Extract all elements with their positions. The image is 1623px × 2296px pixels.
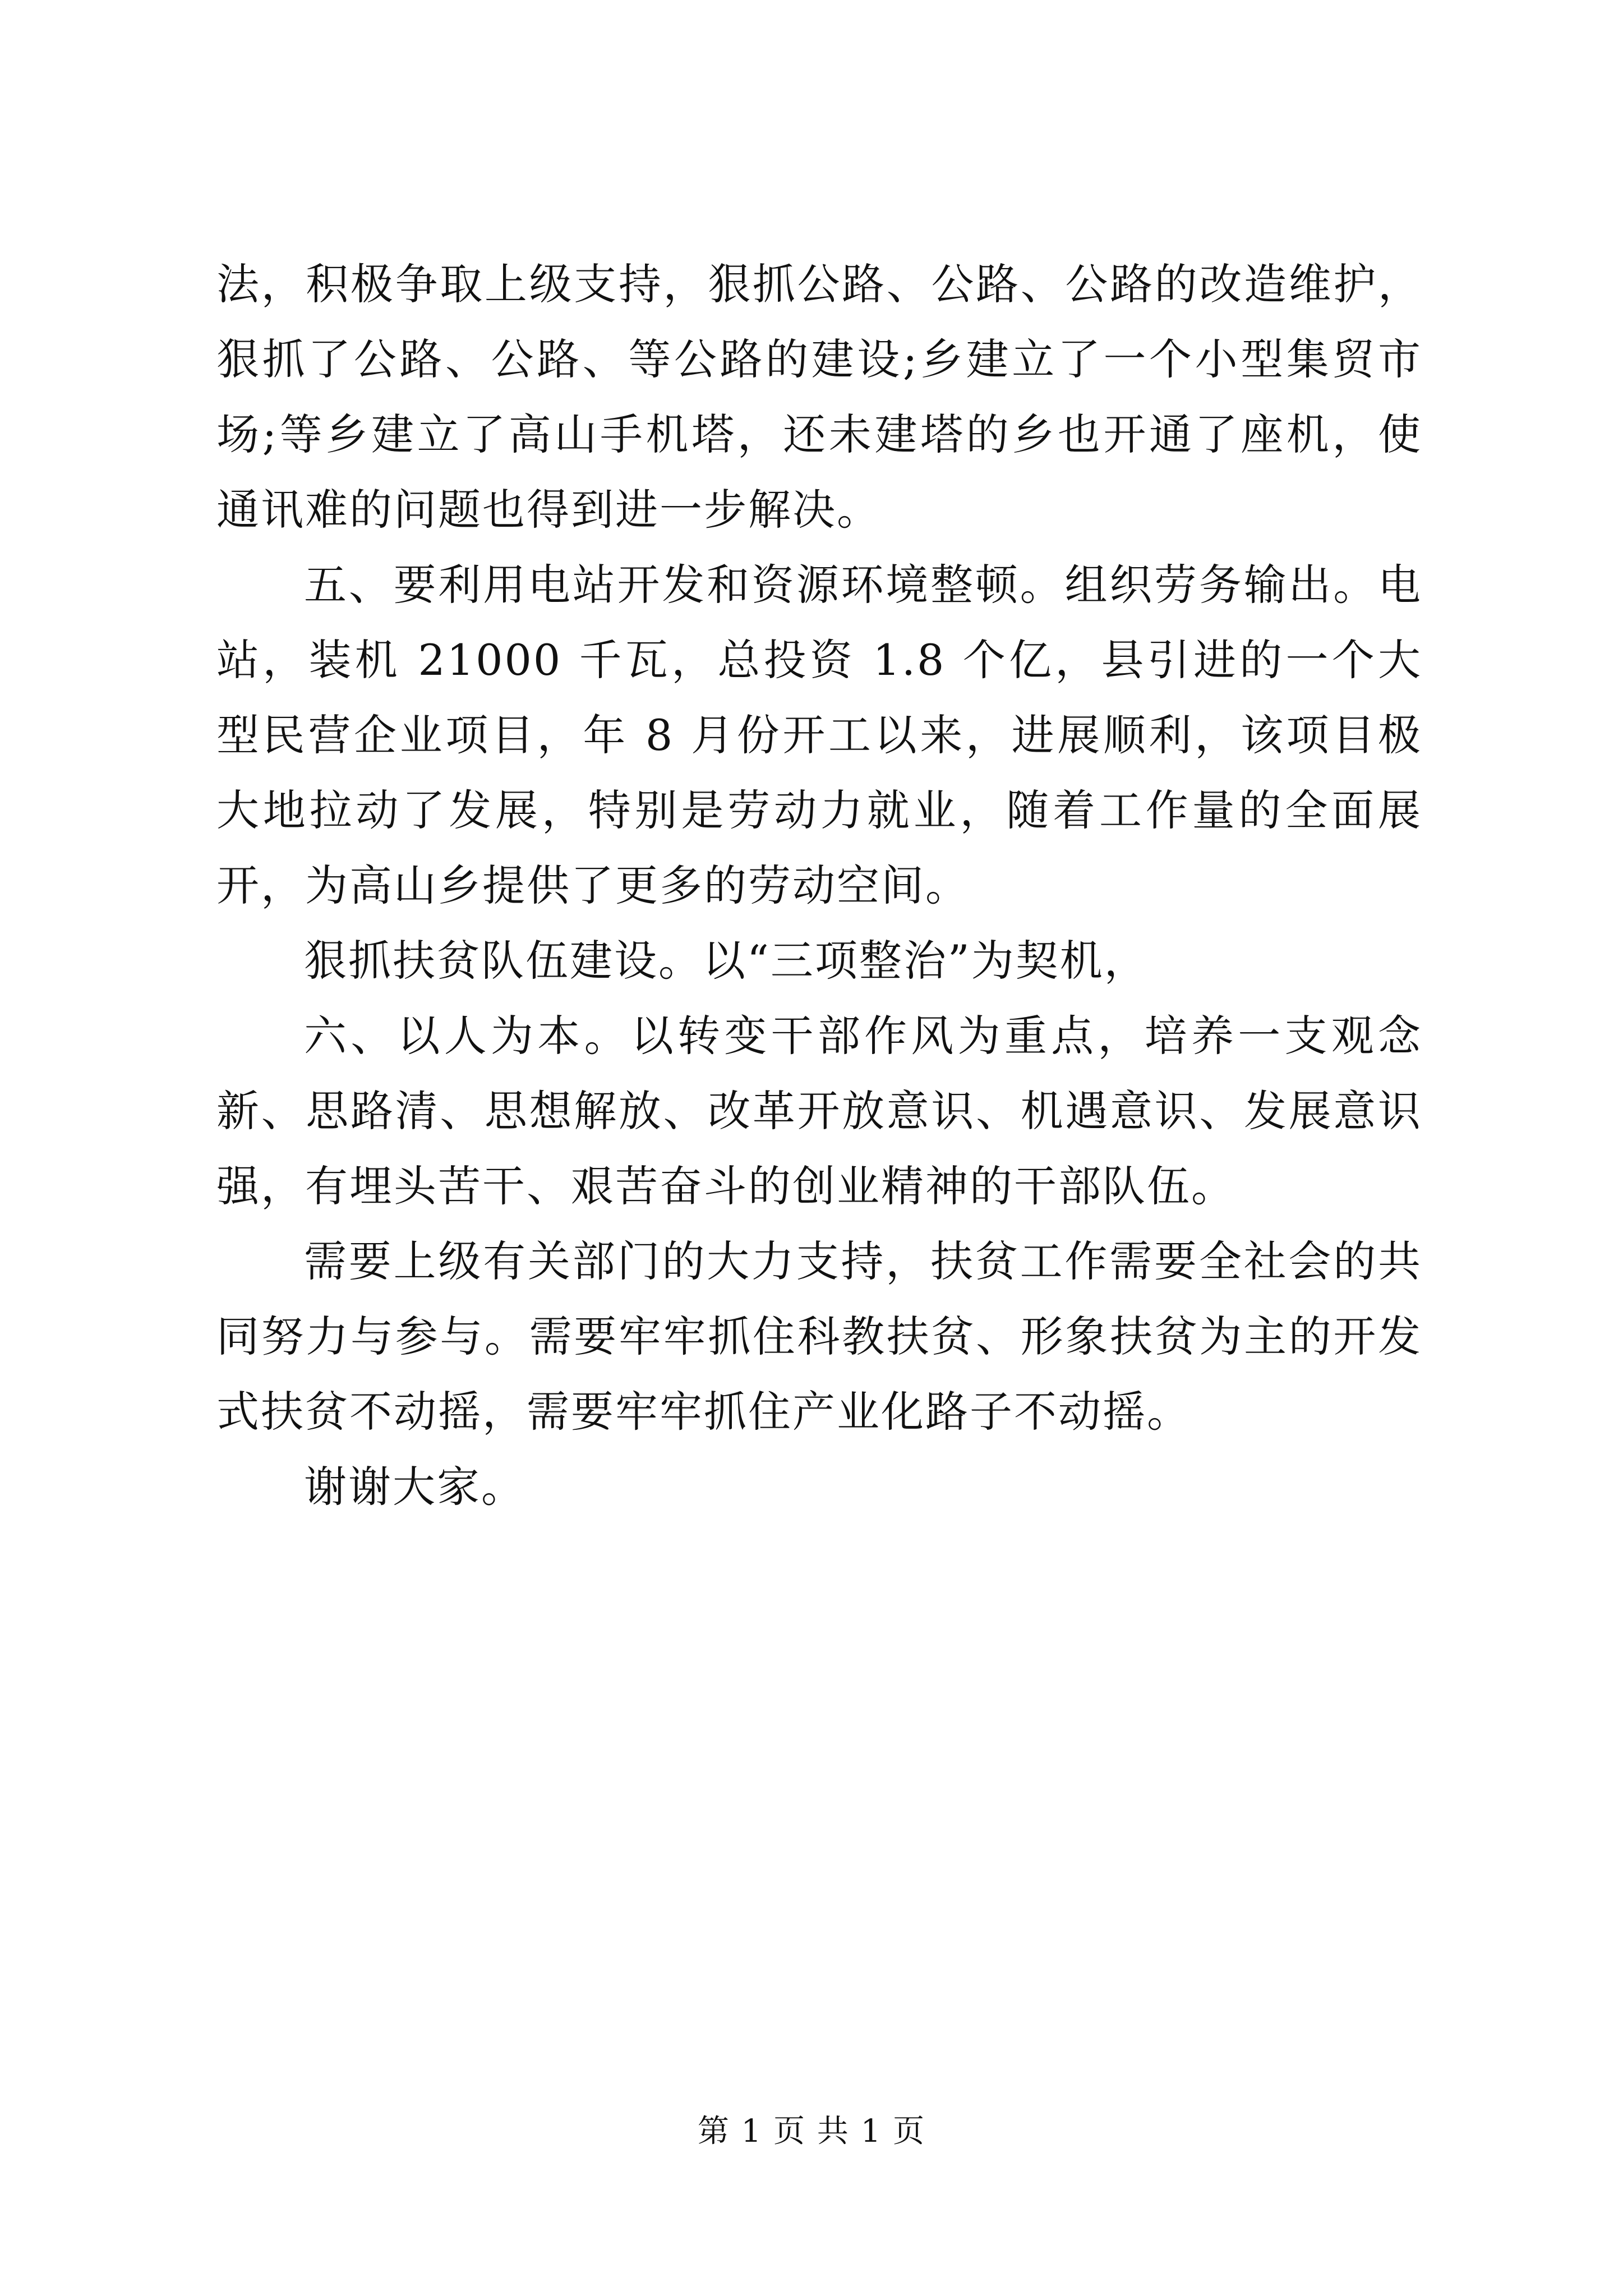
paragraph-support-needed: 需要上级有关部门的大力支持，扶贫工作需要全社会的共同努力与参与。需要牢牢抓住科教扶贫、形象扶贫为主的开发式扶贫不动摇，需要牢牢抓住产业化路子不动摇。	[216, 1236, 1422, 1437]
paragraph-people-oriented: 六、以人为本。以转变干部作风为重点，培养一支观念新、思路清、思想解放、改革开放意识、机遇意识、发展意识强，有埋头苦干、艰苦奋斗的创业精神的干部队伍。	[216, 1011, 1422, 1211]
document-body	[216, 247, 1422, 1525]
paragraph-thanks: 谢谢大家。	[304, 1462, 525, 1512]
paragraph-team-building: 狠抓扶贫队伍建设。以“三项整治”为契机，	[304, 936, 1149, 986]
paragraph-hydropower: 五、要利用电站开发和资源环境整顿。组织劳务输出。电站，装机 21000 千瓦，总投资 1.8 个亿，县引进的一个大型民营企业项目，年 8 月份开工以来，进展顺利，该项目极大地拉动了发展，特别是劳动力就业，随着工作量的全面展开，为高山乡提供了更多的劳动空间。	[216, 560, 1422, 910]
paragraph-continuation: 法，积极争取上级支持，狠抓公路、公路、公路的改造维护，狠抓了公路、公路、等公路的建设;乡建立了一个小型集贸市场;等乡建立了高山手机塔，还未建塔的乡也开通了座机，使通讯难的问题也得到进一步解决。	[216, 259, 1422, 535]
page-number-footer: 第 1 页 共 1 页	[697, 2113, 926, 2150]
